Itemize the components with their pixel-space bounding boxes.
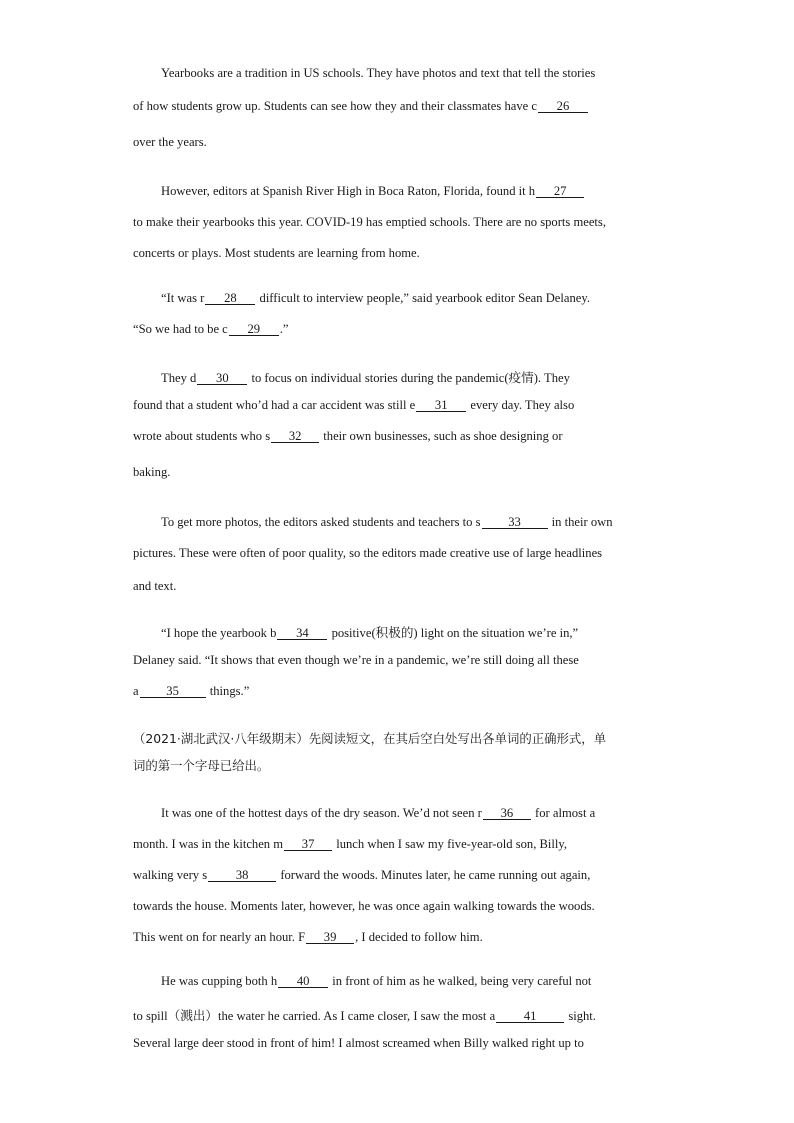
text-line: “I hope the yearbook b 34 positive(积极的) light on the situation we’re in,” [161, 626, 579, 640]
text-line: wrote about students who s 32 their own businesses, such as shoe designing or [133, 429, 563, 443]
text-line: pictures. These were often of poor quality, so the editors made creative use of large headlines [133, 546, 603, 560]
blank-30[interactable]: 30 [197, 372, 247, 385]
blank-36[interactable]: 36 [483, 807, 531, 820]
blank-26[interactable]: 26 [538, 100, 588, 113]
instruction-line: 词的第一个字母已给出。 [133, 758, 270, 773]
text-line: Yearbooks are a tradition in US schools. They have photos and text that tell the stories [161, 66, 596, 80]
text-line: a 35 things.” [133, 684, 250, 698]
instruction-line: （2021·湖北武汉·八年级期末）先阅读短文，在其后空白处写出各单词的正确形式，单 [133, 731, 607, 746]
text-line: “It was r 28 difficult to interview people,” said yearbook editor Sean Delaney. [161, 291, 590, 305]
text-line: found that a student who’d had a car accident was still e 31 every day. They also [133, 398, 575, 412]
text-line: to make their yearbooks this year. COVID-19 has emptied schools. There are no sports meets, [133, 215, 606, 229]
blank-40[interactable]: 40 [278, 975, 328, 988]
blank-35[interactable]: 35 [140, 685, 206, 698]
text-line: towards the house. Moments later, however, he was once again walking towards the woods. [133, 899, 595, 913]
text-line: and text. [133, 579, 177, 593]
blank-31[interactable]: 31 [416, 399, 466, 412]
text-line: “So we had to be c 29 .” [133, 322, 289, 336]
text-line: Delaney said. “It shows that even though we’re in a pandemic, we’re still doing all these [133, 653, 579, 667]
blank-32[interactable]: 32 [271, 430, 319, 443]
blank-33[interactable]: 33 [482, 516, 548, 529]
blank-41[interactable]: 41 [496, 1010, 564, 1023]
text-line: They d 30 to focus on individual stories during the pandemic(疫情). They [161, 371, 570, 385]
text-line: He was cupping both h 40 in front of him as he walked, being very careful not [161, 974, 592, 988]
text-line: Several large deer stood in front of him! I almost screamed when Billy walked right up to [133, 1036, 584, 1050]
blank-38[interactable]: 38 [208, 869, 276, 882]
text-line: concerts or plays. Most students are learning from home. [133, 246, 420, 260]
text-line: To get more photos, the editors asked students and teachers to s 33 in their own [161, 515, 613, 529]
blank-28[interactable]: 28 [205, 292, 255, 305]
text-line: It was one of the hottest days of the dry season. We’d not seen r 36 for almost a [161, 806, 596, 820]
text-line: baking. [133, 465, 171, 479]
blank-37[interactable]: 37 [284, 838, 332, 851]
text-line: over the years. [133, 135, 207, 149]
blank-29[interactable]: 29 [229, 323, 279, 336]
text-line: of how students grow up. Students can see how they and their classmates have c 26 [133, 99, 589, 114]
blank-39[interactable]: 39 [306, 931, 354, 944]
text-line: month. I was in the kitchen m 37 lunch when I saw my five-year-old son, Billy, [133, 837, 568, 851]
blank-27[interactable]: 27 [536, 185, 584, 198]
blank-34[interactable]: 34 [277, 627, 327, 640]
text-line: However, editors at Spanish River High in Boca Raton, Florida, found it h 27 [161, 184, 585, 199]
text-line: This went on for nearly an hour. F 39 , I decided to follow him. [133, 930, 483, 944]
text-line: to spill（溅出）the water he carried. As I came closer, I saw the most a 41 sight. [133, 1009, 596, 1023]
text-line: walking very s 38 forward the woods. Minutes later, he came running out again, [133, 868, 591, 882]
